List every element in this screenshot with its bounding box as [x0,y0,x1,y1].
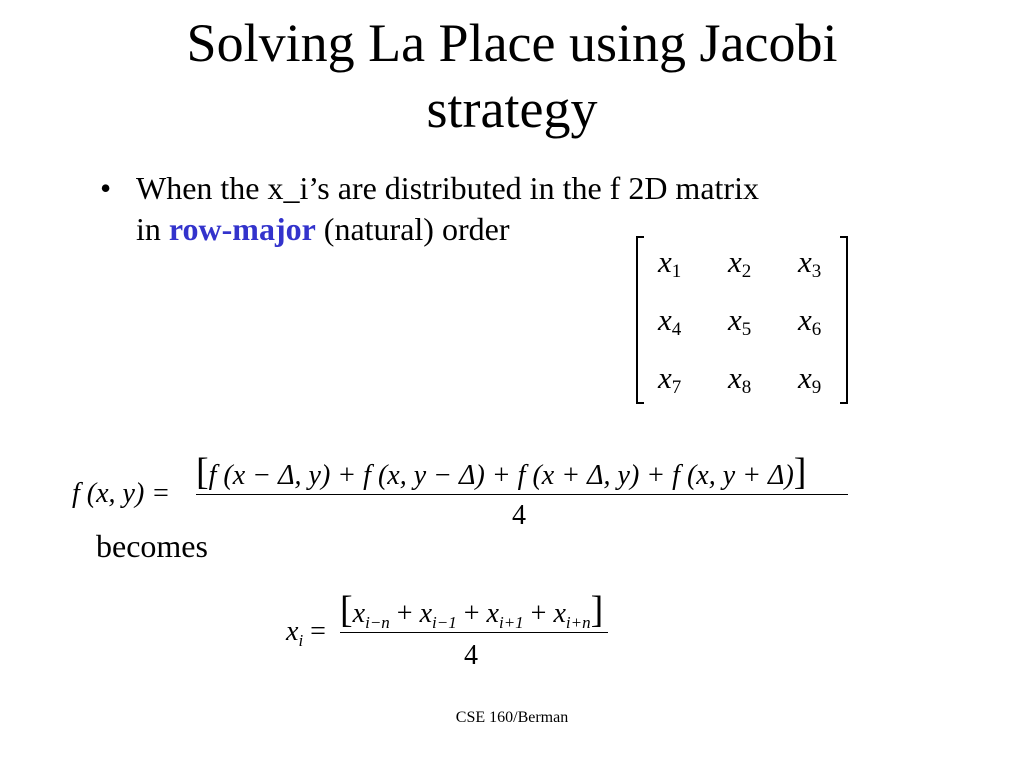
matrix-cell: $x_4$ [658,302,682,340]
footer-text: CSE 160/Berman [455,709,569,726]
matrix-cell: $x_2$ [728,244,752,282]
matrix-cell: $x_3$ [798,244,822,282]
becomes-text: becomes [96,528,208,564]
matrix-cell: $x_5$ [728,302,752,340]
bullet-line-2-prefix: in [136,211,169,247]
title-line-1: Solving La Place using Jacobi [186,13,838,73]
matrix [636,236,848,404]
matrix-left-bracket [636,236,644,404]
matrix-cell: $x_8$ [728,360,752,398]
equation1-lhs: f (x, y) = [72,478,171,509]
equation2-numerator: $[x_{i-n} + x_{i-1} + x_{i+1} + x_{i+n}]$ [340,589,604,632]
equation1-fraction-bar [196,494,848,495]
bullet-icon: • [100,170,112,206]
equation1-numerator: [f (x − Δ, y) + f (x, y − Δ) + f (x + Δ, y) + f (x, y + Δ)] [196,451,807,493]
title-line-2: strategy [426,79,598,139]
slide-title [0,10,1024,142]
bullet-line-2-suffix: (natural) order [315,211,510,247]
equation2-fraction-bar [340,632,608,633]
equation2-denominator: 4 [464,640,478,671]
matrix-cell: $x_1$ [658,244,682,282]
equation1-denominator: 4 [512,500,526,531]
equation2-lhs: $x_i$ = [286,616,326,650]
matrix-cell: $x_9$ [798,360,822,398]
matrix-right-bracket [840,236,848,404]
row-major-emphasis: row-major [168,211,316,247]
matrix-cell: $x_7$ [658,360,682,398]
matrix-cell: $x_6$ [798,302,822,340]
bullet-line-1: When the x_i’s are distributed in the f 2D matrix [136,170,759,206]
